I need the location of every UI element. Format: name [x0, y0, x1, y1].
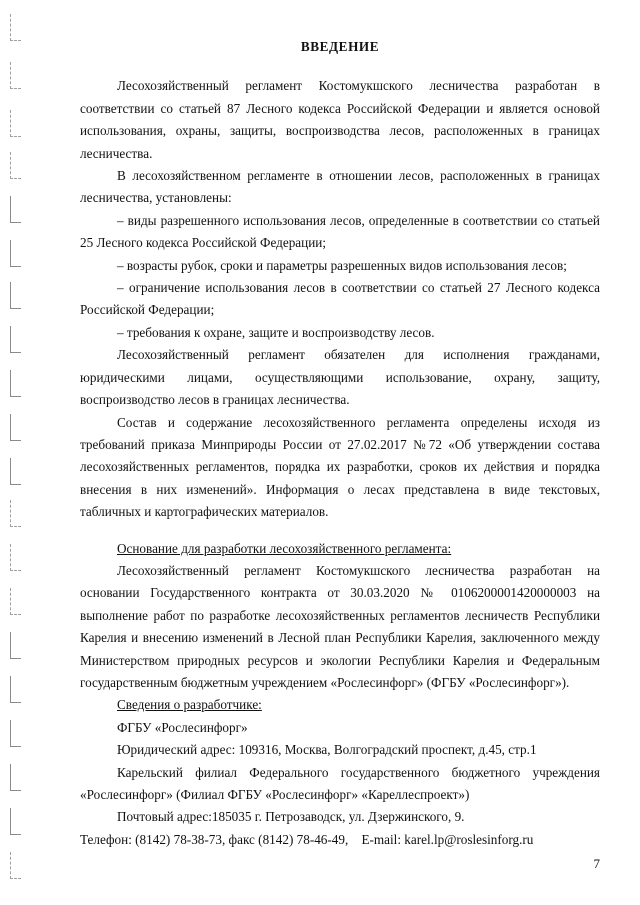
margin-mark	[10, 808, 21, 835]
margin-mark	[10, 544, 21, 571]
margin-mark	[10, 764, 21, 791]
margin-mark	[10, 852, 21, 879]
margin-mark	[10, 196, 21, 223]
list-item: – ограничение использования лесов в соответствии со статьей 27 Лесного кодекса Российской Федерации;	[80, 280, 600, 318]
margin-mark	[10, 152, 21, 179]
margin-mark	[10, 588, 21, 615]
margin-mark	[10, 110, 21, 137]
branch-name: Карельский филиал Федерального государственного бюджетного учреждения «Рослесинфорг» (Филиал ФГБУ «Рослесинфорг» «Кареллеспроект»)	[80, 764, 600, 802]
margin-mark	[10, 326, 21, 353]
developer-heading: Сведения о разработчике:	[117, 697, 262, 713]
paragraph-intro: Лесохозяйственный регламент Костомукшского лесничества разработан в соответствии со статьей 87 Лесного кодекса Российской Федерации и является основой использования, охраны, защиты, воспроизводства лесов, расположенных в границах лесничества.	[80, 78, 600, 161]
paragraph-established: В лесохозяйственном регламенте в отношении лесов, расположенных в границах лесничества, установлены:	[80, 168, 600, 206]
document-page	[80, 36, 600, 851]
margin-mark	[10, 458, 21, 485]
list-item: – виды разрешенного использования лесов, определенные в соответствии со статьей 25 Лесного кодекса Российской Федерации;	[80, 212, 600, 251]
section-title: ВВЕДЕНИЕ	[300, 39, 380, 54]
basis-heading: Основание для разработки лесохозяйственного регламента:	[117, 540, 452, 556]
margin-mark	[10, 500, 21, 527]
margin-mark	[10, 240, 21, 267]
binding-margin-marks	[6, 0, 22, 905]
margin-mark	[10, 370, 21, 397]
margin-mark	[10, 14, 21, 41]
developer-name: ФГБУ «Рослесинфорг»	[117, 719, 248, 735]
margin-mark	[10, 282, 21, 309]
postal-address: Почтовый адрес:185035 г. Петрозаводск, ул. Дзержинского, 9.	[117, 809, 465, 825]
margin-mark	[10, 720, 21, 747]
list-item: – возрасты рубок, сроки и параметры разрешенных видов использования лесов;	[117, 257, 567, 273]
paragraph-composition: Состав и содержание лесохозяйственного регламента определены исходя из требований приказа Минприроды России от 27.02.2017 №72 «Об утверждении состава лесохозяйственных регламентов, порядка их разработки, сроков их действия и порядка внесения в них изменений». Информация о лесах представлена в виде текстовых, табличных и картографических материалов.	[80, 414, 600, 520]
margin-mark	[10, 676, 21, 703]
margin-mark	[10, 62, 21, 89]
list-item: – требования к охране, защите и воспроизводству лесов.	[117, 324, 435, 340]
margin-mark	[10, 414, 21, 441]
paragraph-mandatory: Лесохозяйственный регламент обязателен для исполнения гражданами, юридическими лицами, осуществляющими использование, охрану, защиту, воспроизводство лесов в границах лесничества.	[80, 347, 600, 408]
margin-mark	[10, 632, 21, 659]
page-number: 7	[593, 856, 600, 871]
legal-address: Юридический адрес: 109316, Москва, Волгоградский проспект, д.45, стр.1	[117, 742, 537, 758]
basis-paragraph: Лесохозяйственный регламент Костомукшского лесничества разработан на основании Государственного контракта от 30.03.2020 № 0106200001420000003 на выполнение работ по разработке лесохозяйственных регламентов лесничеств Республики Карелия и внесению изменений в Лесной план Республики Карелия, заключенного между Министерством природных ресурсов и экологии Республики Карелия и Федеральным государственным бюджетным учреждением «Рослесинфорг» (ФГБУ «Рослесинфорг»).	[80, 562, 600, 690]
contacts-line: Телефон: (8142) 78-38-73, факс (8142) 78-46-49, E-mail: karel.lp@roslesinforg.ru	[80, 831, 534, 847]
